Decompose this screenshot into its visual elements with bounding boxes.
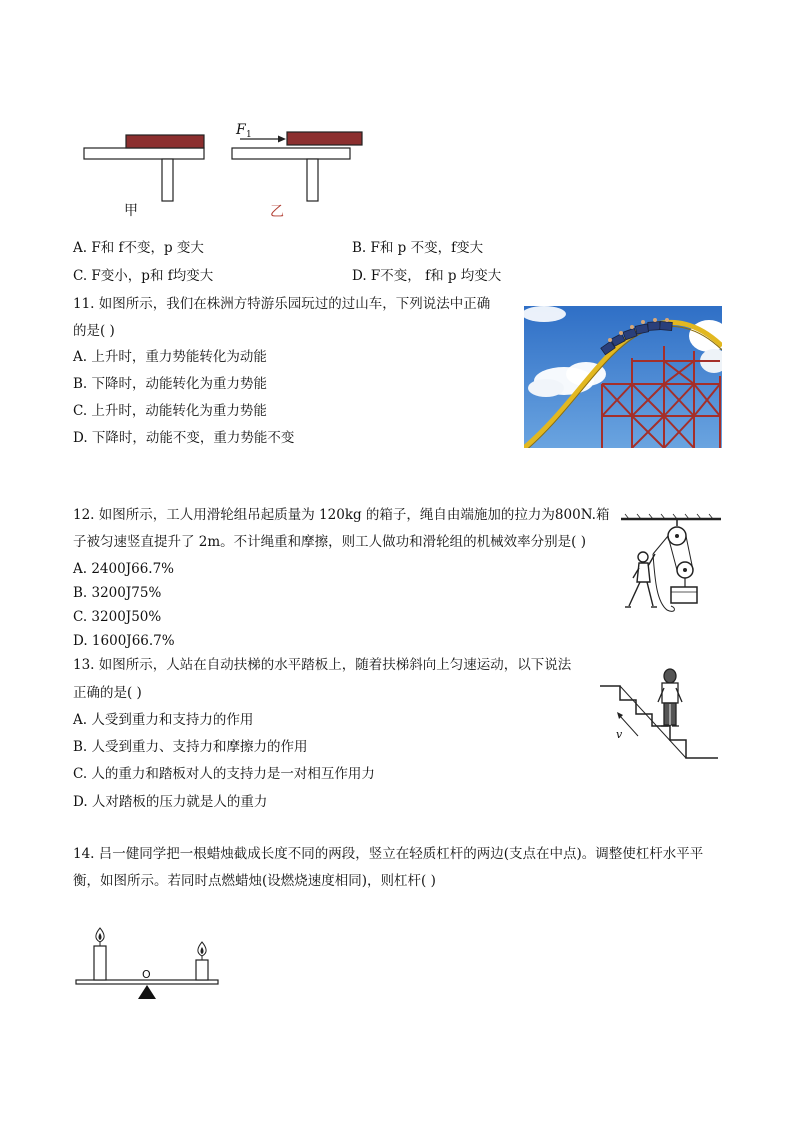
worker	[625, 552, 657, 607]
person	[658, 669, 682, 726]
q10-option-a: A. F和 f不变，p 变大	[73, 240, 204, 256]
q11-stem-line2: 的是( )	[73, 323, 115, 339]
lever-figure	[72, 922, 224, 1004]
table-leg-jia	[162, 159, 173, 201]
pulley-figure	[615, 512, 725, 617]
q11-option-c: C. 上升时，动能转化为重力势能	[73, 403, 267, 419]
pivot-label: O	[142, 968, 151, 981]
q11-option-a: A. 上升时，重力势能转化为动能	[73, 349, 267, 365]
block-jia	[126, 135, 204, 148]
q12-stem-line2: 子被匀速竖直提升了 2m。不计绳重和摩擦，则工人做功和滑轮组的机械效率分别是( )	[73, 534, 587, 550]
q13-stem-line1: 13. 如图所示，人站在自动扶梯的水平踏板上，随着扶梯斜向上匀速运动，以下说法	[73, 657, 572, 673]
short-candle	[196, 960, 208, 980]
roller-coaster-photo	[524, 306, 722, 448]
table-jia	[84, 148, 204, 159]
fig-label-yi: 乙	[270, 204, 284, 220]
q10-option-b: B. F和 p 不变，f变大	[352, 240, 484, 256]
q11-option-d: D. 下降时，动能不变，重力势能不变	[73, 430, 295, 446]
q10-option-c: C. F变小，p和 f均变大	[73, 268, 214, 284]
q12-option-c: C. 3200J50%	[73, 609, 162, 625]
velocity-arrow	[620, 716, 638, 736]
force-sub: 1	[246, 130, 252, 140]
q13-option-a: A. 人受到重力和支持力的作用	[73, 712, 254, 728]
table-leg-yi	[307, 159, 318, 201]
q11-stem-line1: 11. 如图所示，我们在株洲方特游乐园玩过的过山车，下列说法中正确	[73, 296, 491, 312]
box	[671, 587, 697, 603]
q14-stem-line2: 衡，如图所示。若同时点燃蜡烛(设燃烧速度相同)，则杠杆( )	[73, 873, 436, 889]
q13-stem-line2: 正确的是( )	[73, 685, 142, 701]
q10-fig-jia	[84, 135, 204, 201]
q10-option-d: D. F不变， f和 p 均变大	[352, 268, 502, 284]
q13-option-c: C. 人的重力和踏板对人的支持力是一对相互作用力	[73, 766, 375, 782]
block-yi	[287, 132, 362, 145]
q12-option-b: B. 3200J75%	[73, 585, 162, 601]
escalator-steps	[600, 686, 718, 758]
fulcrum	[138, 985, 156, 999]
force-label: F	[236, 122, 246, 138]
q11-option-b: B. 下降时，动能转化为重力势能	[73, 376, 268, 392]
q12-stem-line1: 12. 如图所示，工人用滑轮组吊起质量为 120kg 的箱子，绳自由端施加的拉力为800N.箱	[73, 507, 610, 523]
table-yi	[232, 148, 350, 159]
q10-fig-yi	[232, 122, 362, 201]
velocity-label: v	[616, 728, 623, 741]
q12-option-a: A. 2400J66.7%	[73, 561, 174, 577]
q13-option-d: D. 人对踏板的压力就是人的重力	[73, 794, 268, 810]
fig-label-jia: 甲	[124, 203, 138, 219]
force-arrowhead	[278, 136, 286, 143]
q14-stem-line1: 14. 吕一健同学把一根蜡烛截成长度不同的两段，竖立在轻质杠杆的两边(支点在中点)。调整使杠杆水平平	[73, 846, 704, 862]
long-candle	[94, 946, 106, 980]
q13-option-b: B. 人受到重力、支持力和摩擦力的作用	[73, 739, 308, 755]
escalator-figure	[598, 664, 720, 764]
q12-option-d: D. 1600J66.7%	[73, 633, 175, 649]
